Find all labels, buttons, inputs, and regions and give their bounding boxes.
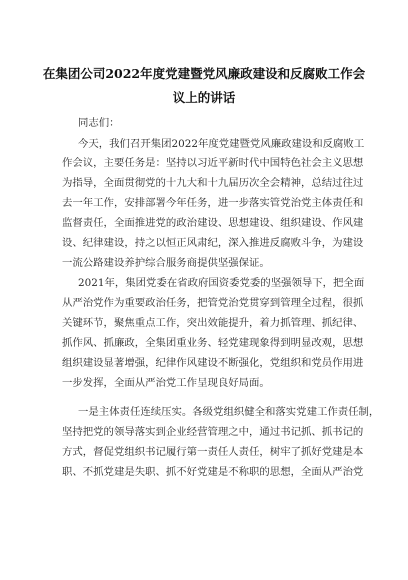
- paragraph-line: 从严治党作为重要政治任务，把管党治党贯穿到管理全过程，很抓: [62, 297, 364, 309]
- document-title-line-2: 议上的讲话: [172, 90, 236, 105]
- document-title-line-1: 在集团公司2022年度党建暨党风廉政建设和反腐败工作会: [42, 66, 366, 81]
- paragraph-line: 一是主体责任连续压实。各级党组织健全和落实党建工作责任制，: [78, 406, 380, 418]
- paragraph-line: 今天，我们召开集团2022年度党建暨党风廉政建设和反腐败工: [78, 138, 365, 150]
- paragraph-line: 坚持把党的领导落实到企业经营管理之中，通过书记抓、抓书记的: [62, 426, 364, 438]
- paragraph-line: 方式，督促党组织书记履行第一责任人责任，树牢了抓好党建是本: [62, 446, 364, 458]
- paragraph-line: 设、纪律建设，持之以恒正风肃纪，深入推进反腐败斗争，为建设: [62, 237, 364, 249]
- paragraph-line: 组织建设显著增强，纪律作风建设不断强化，党组织和党员作用进: [62, 357, 364, 369]
- paragraph-line: 关键环节，聚焦重点工作，突出效能提升，着力抓管理、抓纪律、: [62, 317, 364, 329]
- paragraph-line: 作会议，主要任务是：坚持以习近平新时代中国特色社会主义思想: [62, 157, 364, 169]
- paragraph-line: 2021年，集团党委在省政府国资委党委的坚强领导下，把全面: [78, 277, 365, 289]
- paragraph-line: 为指导，全面贯彻党的十九大和十九届历次全会精神，总结过往过: [62, 177, 364, 189]
- paragraph-line: 一步发挥，全面从严治党工作呈现良好局面。: [62, 377, 270, 389]
- paragraph-line: 抓作风、抓廉政，全集团重业务、轻党建现象得到明显改观，思想: [62, 337, 364, 349]
- paragraph-line: 一流公路建设养护综合服务商提供坚强保证。: [62, 257, 270, 269]
- salutation: 同志们：: [78, 117, 120, 129]
- paragraph-line: 监督责任，全面推进党的政治建设、思想建设、组织建设、作风建: [62, 217, 364, 229]
- paragraph-line: 职、不抓党建是失职、抓不好党建是不称职的思想，全面从严治党: [62, 466, 364, 478]
- paragraph-line: 去一年工作，安排部署今年任务，进一步落实管党治党主体责任和: [62, 197, 364, 209]
